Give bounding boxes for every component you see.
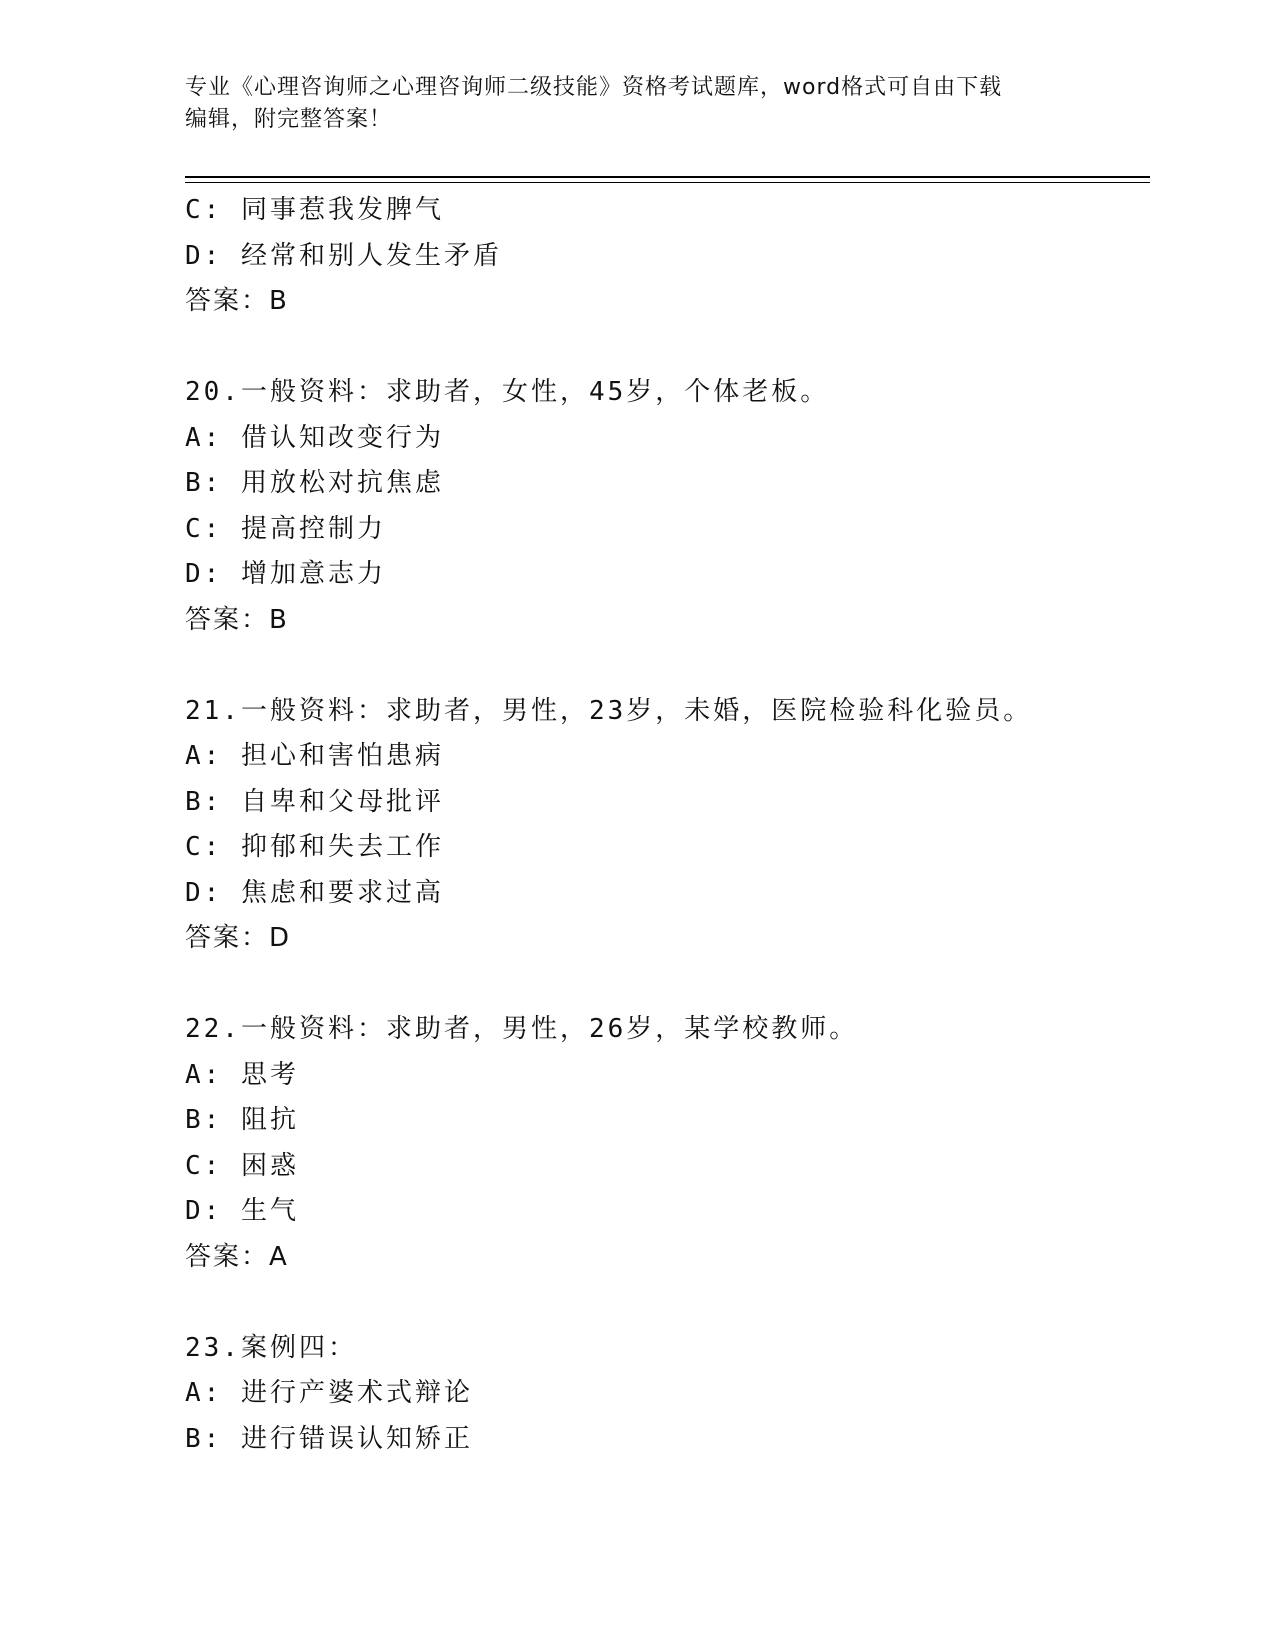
header-divider-thick xyxy=(185,176,1150,178)
q20-option-b: B: 用放松对抗焦虑 xyxy=(185,468,444,498)
q23-question: 23.案例四： xyxy=(185,1332,357,1363)
q20-option-a: A: 借认知改变行为 xyxy=(185,422,444,453)
q22-option-b: B: 阻抗 xyxy=(185,1105,299,1135)
q22-option-a: A: 思考 xyxy=(185,1059,299,1090)
q21-option-c: C: 抑郁和失去工作 xyxy=(185,832,444,862)
header-line-1: 专业《心理咨询师之心理咨询师二级技能》资格考试题库，word格式可自由下载 xyxy=(185,75,1003,100)
q21-option-d: D: 焦虑和要求过高 xyxy=(185,877,444,908)
q22-option-d: D: 生气 xyxy=(185,1196,299,1226)
spacer xyxy=(185,643,1145,689)
document-header xyxy=(185,72,1085,136)
q21-answer: 答案：D xyxy=(185,923,292,953)
header-line-2: 编辑，附完整答案！ xyxy=(185,107,393,132)
q20-question: 20.一般资料：求助者，女性，45岁，个体老板。 xyxy=(185,377,830,407)
q22-answer: 答案：A xyxy=(185,1241,289,1272)
q20-answer: 答案：B xyxy=(185,604,289,635)
q20-option-d: D: 增加意志力 xyxy=(185,559,386,589)
question-list xyxy=(185,188,1145,1462)
header-divider-thin xyxy=(185,182,1150,183)
q22-question: 22.一般资料：求助者，男性，26岁，某学校教师。 xyxy=(185,1014,859,1044)
q21-question: 21.一般资料：求助者，男性，23岁，未婚，医院检验科化验员。 xyxy=(185,695,1033,726)
q19-option-c: C: 同事惹我发脾气 xyxy=(185,195,444,225)
spacer xyxy=(185,962,1145,1008)
q20-option-c: C: 提高控制力 xyxy=(185,513,386,544)
q23-option-b: B: 进行错误认知矫正 xyxy=(185,1423,473,1454)
q22-option-c: C: 困惑 xyxy=(185,1150,299,1181)
q23-option-a: A: 进行产婆术式辩论 xyxy=(185,1378,473,1408)
q19-option-d: D: 经常和别人发生矛盾 xyxy=(185,240,502,271)
spacer xyxy=(185,1280,1145,1326)
q21-option-a: A: 担心和害怕患病 xyxy=(185,741,444,771)
q21-option-b: B: 自卑和父母批评 xyxy=(185,786,444,817)
spacer xyxy=(185,325,1145,371)
q19-answer: 答案：B xyxy=(185,286,289,316)
